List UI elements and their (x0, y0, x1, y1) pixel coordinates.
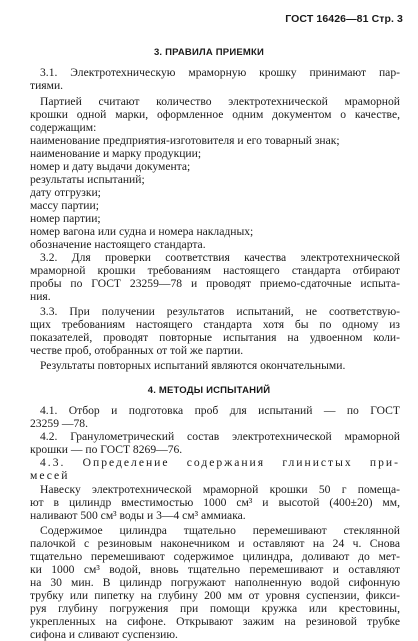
paragraph-line: содержащим: (30, 121, 97, 134)
paragraph-line: тиями. (30, 79, 64, 92)
paragraph-line: трубку или пипетку на глубину 200 мм от уровня суспензии, фикси- (30, 589, 400, 602)
subsection-heading: 4.3. Определение содержания глинистых при- (40, 456, 400, 469)
paragraph-line: Результаты повторных испытаний являются окончательными. (40, 359, 346, 372)
list-item: номер вагона или судна и номера накладных; (30, 225, 254, 238)
paragraph-line: палочкой с резиновым наконечником и оставляют на 24 ч. Снова (30, 537, 400, 550)
paragraph-line: ния. (30, 290, 51, 303)
paragraph-line: Навеску электротехнической мраморной крошки 50 г помеща- (40, 483, 400, 496)
paragraph-line: щих требованиям настоящего стандарта хотя бы по одному из (30, 318, 400, 331)
paragraph-line: 3.3. При получении результатов испытаний, не соответствую- (40, 305, 400, 318)
paragraph-line: руя глубину погружения при помощи кружка или крестовины, (30, 602, 400, 615)
section-title-acceptance-rules: 3. ПРАВИЛА ПРИЕМКИ (153, 47, 265, 58)
paragraph-line: ки 1000 см³ водой, вновь тщательно перемешивают и оставляют (30, 563, 400, 576)
paragraph-line: 3.1. Электротехническую мраморную крошку принимают пар- (40, 66, 400, 79)
running-header: ГОСТ 16426—81 Стр. 3 (285, 13, 403, 25)
paragraph-line: 23259 —78. (30, 417, 88, 430)
paragraph-line: укрепленных на сифоне. Открывают зажим на резиновой трубке (30, 615, 400, 628)
paragraph-line: 4.1. Отбор и подготовка проб для испытаний — по ГОСТ (40, 404, 400, 417)
list-item: наименование предприятия-изготовителя и его товарный знак; (30, 134, 340, 147)
list-item: номер партии; (30, 212, 101, 225)
paragraph-line: крошки — по ГОСТ 8269—76. (30, 443, 183, 456)
list-item: массу партии; (30, 199, 99, 212)
list-item: дату отгрузки; (30, 186, 101, 199)
paragraph-line: тщательно перемешивают содержимое цилиндра, доливают до мет- (30, 550, 400, 563)
paragraph-line: ют в цилиндр вместимостью 1000 см³ и высотой (400±20) мм, (30, 496, 400, 509)
list-item: наименование и марку продукции; (30, 147, 202, 160)
paragraph-line: 4.2. Гранулометрический состав электротехнической мраморной (40, 430, 400, 443)
paragraph-line: честве проб, отобранных от той же партии. (30, 344, 244, 357)
paragraph-line: наливают 500 см³ воды и 3—4 см³ аммиака. (30, 509, 246, 522)
subsection-heading: месей (30, 469, 70, 482)
section-title-test-methods: 4. МЕТОДЫ ИСПЫТАНИЙ (147, 385, 271, 396)
paragraph-line: показателей, проводят повторные испытания на удвоенном коли- (30, 331, 400, 344)
list-item: номер и дату выдачи документа; (30, 160, 191, 173)
list-item: результаты испытаний; (30, 173, 145, 186)
paragraph-line: сифона и сливают суспензию. (30, 628, 178, 641)
paragraph-line: Содержимое цилиндра тщательно перемешивают стеклянной (40, 524, 400, 537)
paragraph-line: Партией считают количество электротехнической мраморной (40, 95, 400, 108)
paragraph-line: на 30 мин. В цилиндр погружают наполненную водой сифонную (30, 576, 400, 589)
paragraph-line: крошки одной марки, оформленное одним документом о качестве, (30, 108, 400, 121)
paragraph-line: пробы по ГОСТ 23259—78 и проводят приемо-сдаточные испыта- (30, 277, 400, 290)
paragraph-line: 3.2. Для проверки соответствия качества электротехнической (40, 251, 400, 264)
list-item: обозначение настоящего стандарта. (30, 238, 206, 251)
paragraph-line: мраморной крошки требованиям настоящего стандарта отбирают (30, 264, 400, 277)
